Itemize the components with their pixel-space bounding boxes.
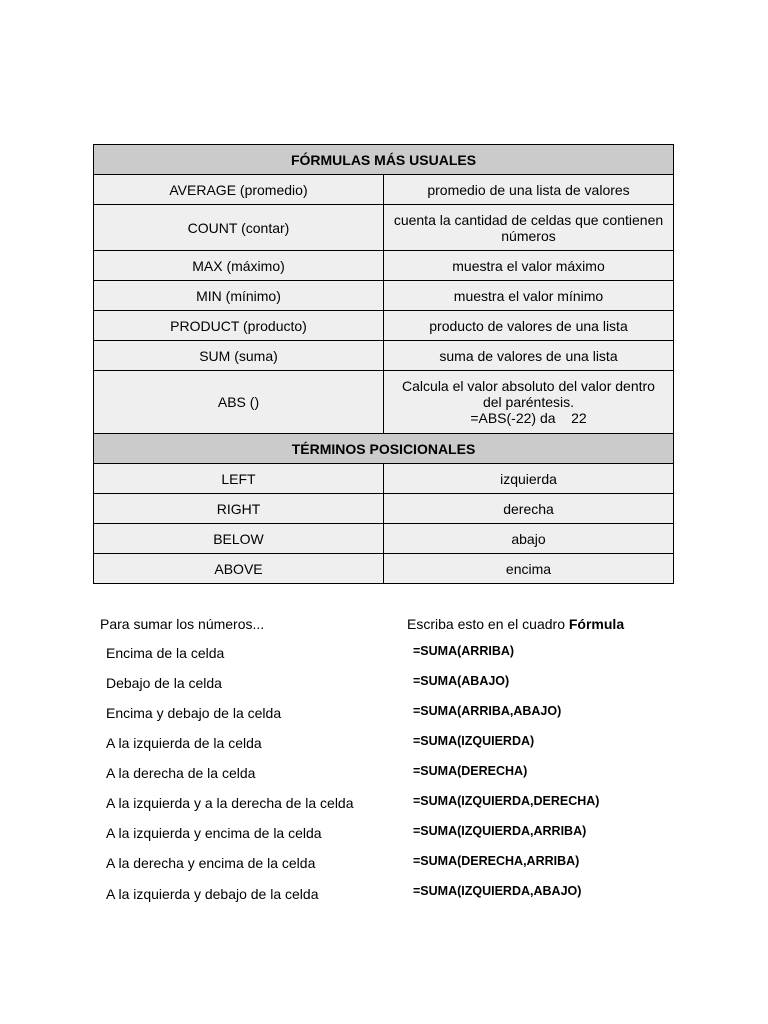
positional-term: ABOVE xyxy=(94,554,384,584)
table-row xyxy=(94,494,674,524)
reference-table xyxy=(93,144,674,584)
positional-meaning: encima xyxy=(384,554,674,584)
formula-description xyxy=(384,341,674,371)
formulas-table-title: FÓRMULAS MÁS USUALES xyxy=(94,145,674,175)
formula-name: MAX (máximo) xyxy=(94,251,384,281)
formula-description xyxy=(384,371,674,434)
sum-guide-right-header xyxy=(407,616,624,632)
table-row xyxy=(94,175,674,205)
table-row xyxy=(94,281,674,311)
formula-description-line: números xyxy=(501,227,556,244)
formula-description xyxy=(384,205,674,251)
sum-row-formula: =SUMA(ARRIBA,ABAJO) xyxy=(413,704,562,718)
sum-row-label: A la izquierda y a la derecha de la celda xyxy=(106,795,354,811)
sum-row-formula: =SUMA(ABAJO) xyxy=(413,674,510,688)
sum-row-label: A la izquierda y encima de la celda xyxy=(106,825,322,841)
formula-description-line: Calcula el valor absoluto del valor dentro xyxy=(402,378,655,394)
sum-row-label: A la izquierda de la celda xyxy=(106,735,262,751)
sum-row-formula: =SUMA(IZQUIERDA) xyxy=(413,734,535,748)
table-row xyxy=(94,205,674,251)
sum-row-label: A la izquierda y debajo de la celda xyxy=(106,886,319,902)
formula-description xyxy=(384,311,674,341)
formula-description-line: producto de valores de una lista xyxy=(429,317,628,334)
sum-row-label: A la derecha de la celda xyxy=(106,765,256,781)
formula-description-line: promedio de una lista de valores xyxy=(427,181,630,198)
positional-header-row xyxy=(94,434,674,464)
sum-row-formula: =SUMA(IZQUIERDA,DERECHA) xyxy=(413,794,600,808)
sum-row-formula: =SUMA(ARRIBA) xyxy=(413,644,515,658)
sum-guide-right-header-text: Escriba esto en el cuadro xyxy=(407,616,569,632)
sum-guide-right-header-bold: Fórmula xyxy=(568,616,625,632)
positional-meaning: abajo xyxy=(384,524,674,554)
positional-table-title: TÉRMINOS POSICIONALES xyxy=(94,434,674,464)
table-row xyxy=(94,524,674,554)
positional-meaning: derecha xyxy=(384,494,674,524)
table-row xyxy=(94,251,674,281)
formula-name: COUNT (contar) xyxy=(94,205,384,251)
positional-meaning: izquierda xyxy=(384,464,674,494)
formula-description-line: muestra el valor máximo xyxy=(452,257,605,274)
formula-description-line: suma de valores de una lista xyxy=(439,347,618,364)
table-row xyxy=(94,311,674,341)
formula-name: MIN (mínimo) xyxy=(94,281,384,311)
formulas-header-row xyxy=(94,145,674,175)
sum-row-label: Encima de la celda xyxy=(106,645,225,661)
formula-name: SUM (suma) xyxy=(94,341,384,371)
sum-row-formula: =SUMA(IZQUIERDA,ABAJO) xyxy=(413,884,582,898)
positional-term: BELOW xyxy=(94,524,384,554)
table-row xyxy=(94,554,674,584)
table-row xyxy=(94,464,674,494)
sum-row-formula: =SUMA(DERECHA,ARRIBA) xyxy=(413,854,580,868)
formula-name: ABS () xyxy=(94,371,384,434)
table-row xyxy=(94,341,674,371)
positional-term: RIGHT xyxy=(94,494,384,524)
formula-description xyxy=(384,251,674,281)
sum-row-formula: =SUMA(DERECHA) xyxy=(413,764,528,778)
positional-term: LEFT xyxy=(94,464,384,494)
formula-description-line: muestra el valor mínimo xyxy=(453,287,604,304)
formula-description-line: cuenta la cantidad de celdas que contienen xyxy=(393,211,664,228)
sum-guide-left-header: Para sumar los números... xyxy=(100,616,265,632)
table-row xyxy=(94,371,674,434)
formula-description-line: =ABS(-22) da 22 xyxy=(470,410,587,426)
sum-row-label: Encima y debajo de la celda xyxy=(106,705,282,721)
formula-name: AVERAGE (promedio) xyxy=(94,175,384,205)
formula-description-line: del paréntesis. xyxy=(482,394,575,410)
sum-row-formula: =SUMA(IZQUIERDA,ARRIBA) xyxy=(413,824,587,838)
sum-row-label: A la derecha y encima de la celda xyxy=(106,855,316,871)
formula-name: PRODUCT (producto) xyxy=(94,311,384,341)
formula-description xyxy=(384,281,674,311)
formula-description xyxy=(384,175,674,205)
sum-row-label: Debajo de la celda xyxy=(106,675,222,691)
